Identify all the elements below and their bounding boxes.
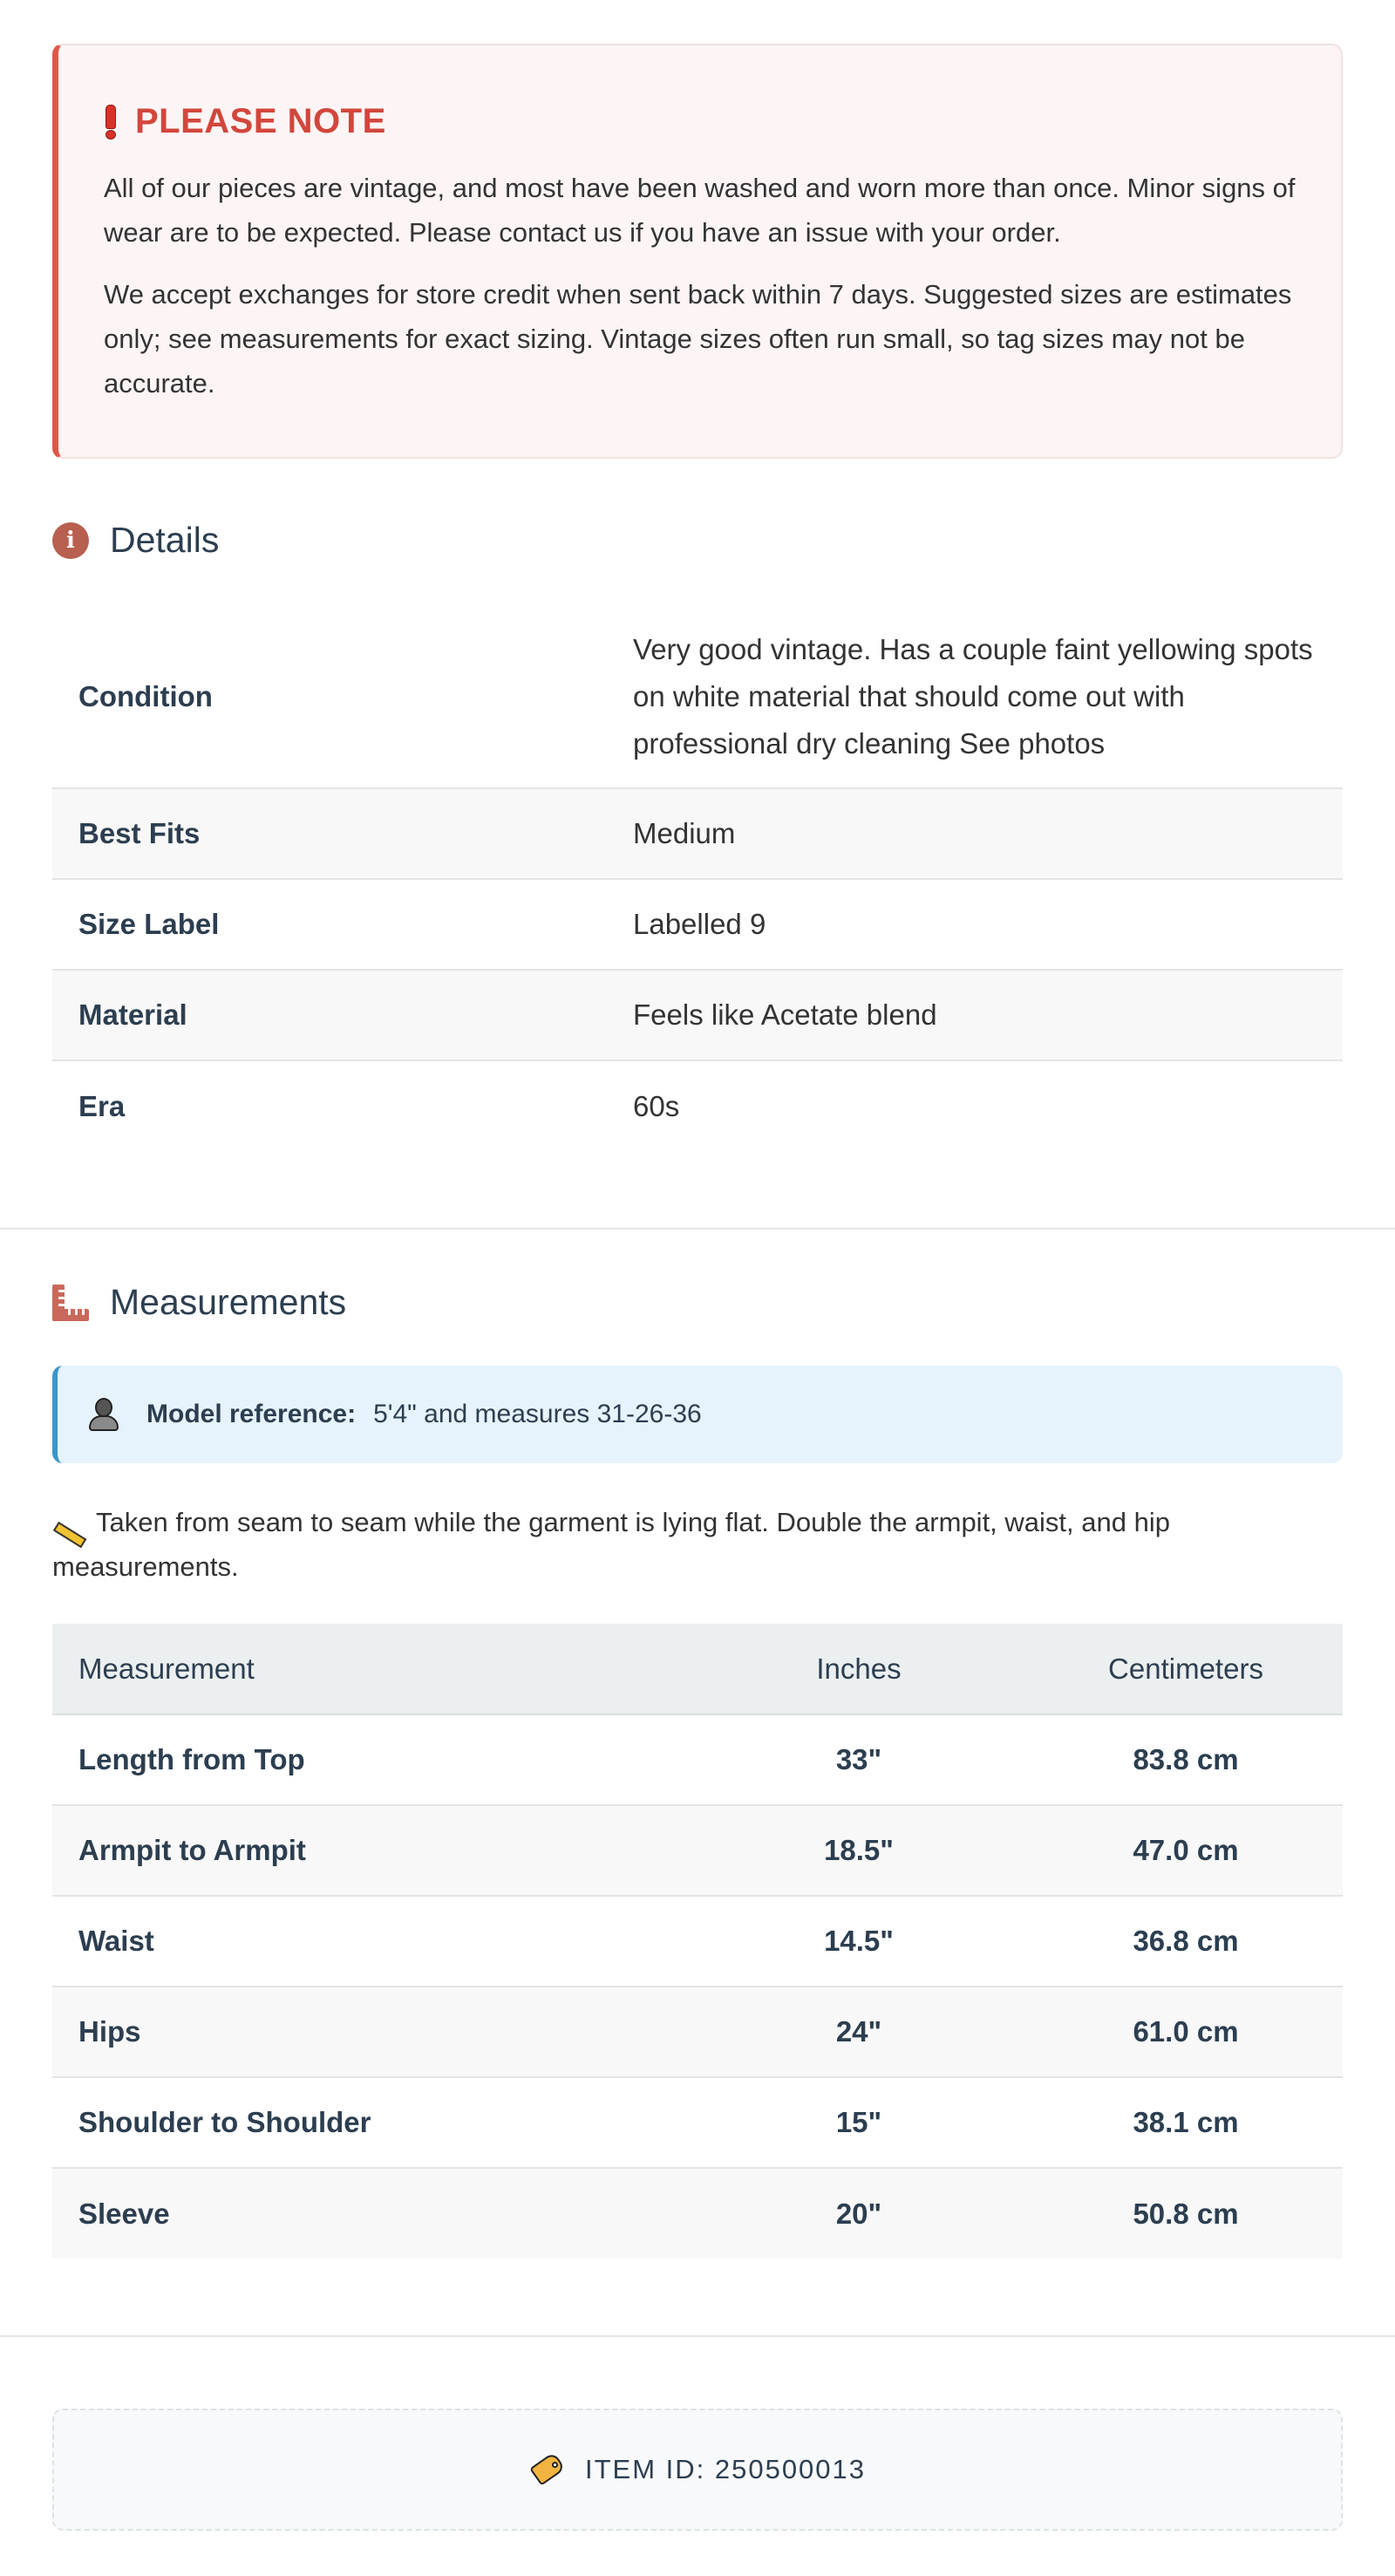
table-row (52, 2168, 1343, 2259)
person-icon (89, 1398, 119, 1431)
notice-header (104, 98, 1297, 145)
details-value: Feels like Acetate blend (633, 998, 937, 1031)
measurement-cm: 61.0 cm (1029, 1987, 1343, 2077)
details-row-size-label (52, 879, 1343, 970)
details-value: Very good vintage. Has a couple faint yellowing spots on white material that should come out with professional dry cleaning See photos (633, 632, 1313, 760)
details-value: 60s (633, 1089, 680, 1122)
measurement-inches: 18.5" (689, 1805, 1029, 1896)
details-header (52, 520, 219, 561)
tag-icon (529, 2455, 566, 2484)
notice-paragraph-2: We accept exchanges for store credit when sent back within 7 days. Suggested sizes are estimates only; see measurements for exact sizing. Vintage sizes often run small, so tag sizes may not be accurate. (104, 279, 1292, 399)
item-id-box (52, 2409, 1343, 2531)
table-header-row (52, 1624, 1343, 1714)
model-reference-box (52, 1366, 1343, 1463)
table-row (52, 1805, 1343, 1896)
measurement-cm: 38.1 cm (1029, 2077, 1343, 2168)
details-value: Medium (633, 817, 736, 849)
details-label: Best Fits (78, 817, 201, 849)
model-reference-label: Model reference: (146, 1400, 357, 1428)
measurements-table (52, 1624, 1343, 2259)
measurement-name: Waist (52, 1896, 689, 1987)
table-row (52, 1714, 1343, 1805)
details-label: Condition (78, 679, 213, 712)
measurement-inches: 15" (689, 2077, 1029, 2168)
measurement-inches: 20" (689, 2168, 1029, 2259)
measurement-note-text: Taken from seam to seam while the garment is lying flat. Double the armpit, waist, and hip measurements. (52, 1507, 1170, 1582)
measurement-inches: 24" (689, 1987, 1029, 2077)
table-row (52, 1987, 1343, 2077)
details-row-material (52, 970, 1343, 1060)
notice-title: PLEASE NOTE (135, 101, 386, 140)
exclamation-icon (104, 105, 116, 138)
details-table (52, 605, 1343, 1151)
measurement-name: Hips (52, 1987, 689, 2077)
measurement-inches: 14.5" (689, 1896, 1029, 1987)
details-title: Details (110, 520, 220, 560)
details-row-condition (52, 605, 1343, 788)
details-row-best-fits (52, 788, 1343, 879)
info-icon: i (52, 522, 89, 559)
measurement-name: Shoulder to Shoulder (52, 2077, 689, 2168)
section-divider (0, 2335, 1395, 2337)
details-value: Labelled 9 (633, 908, 766, 940)
pencil-icon (52, 1516, 87, 1533)
measurement-cm: 36.8 cm (1029, 1896, 1343, 1987)
column-header-inches: Inches (689, 1624, 1029, 1714)
table-row (52, 1896, 1343, 1987)
column-header-centimeters: Centimeters (1029, 1624, 1343, 1714)
measurement-note (52, 1500, 1343, 1589)
details-row-era (52, 1060, 1343, 1151)
measurement-name: Armpit to Armpit (52, 1805, 689, 1896)
ruler-icon (52, 1285, 89, 1321)
measurements-header (52, 1282, 346, 1323)
column-header-measurement: Measurement (52, 1624, 689, 1714)
please-note-box (52, 44, 1343, 459)
section-divider (0, 1228, 1395, 1230)
measurements-title: Measurements (110, 1282, 347, 1322)
item-id-label: ITEM ID: 250500013 (584, 2454, 867, 2484)
measurement-name: Sleeve (52, 2168, 689, 2259)
measurement-cm: 83.8 cm (1029, 1714, 1343, 1805)
model-reference-value: 5'4" and measures 31-26-36 (373, 1400, 702, 1428)
measurement-inches: 33" (689, 1714, 1029, 1805)
details-label: Era (78, 1089, 126, 1122)
notice-paragraph-1: All of our pieces are vintage, and most have been washed and worn more than once. Minor signs of wear are to be expected. Please contact us if you have an issue with your order. (104, 173, 1296, 248)
measurement-cm: 50.8 cm (1029, 2168, 1343, 2259)
details-label: Size Label (78, 908, 220, 940)
measurement-name: Length from Top (52, 1714, 689, 1805)
table-row (52, 2077, 1343, 2168)
measurement-cm: 47.0 cm (1029, 1805, 1343, 1896)
details-label: Material (78, 998, 187, 1031)
